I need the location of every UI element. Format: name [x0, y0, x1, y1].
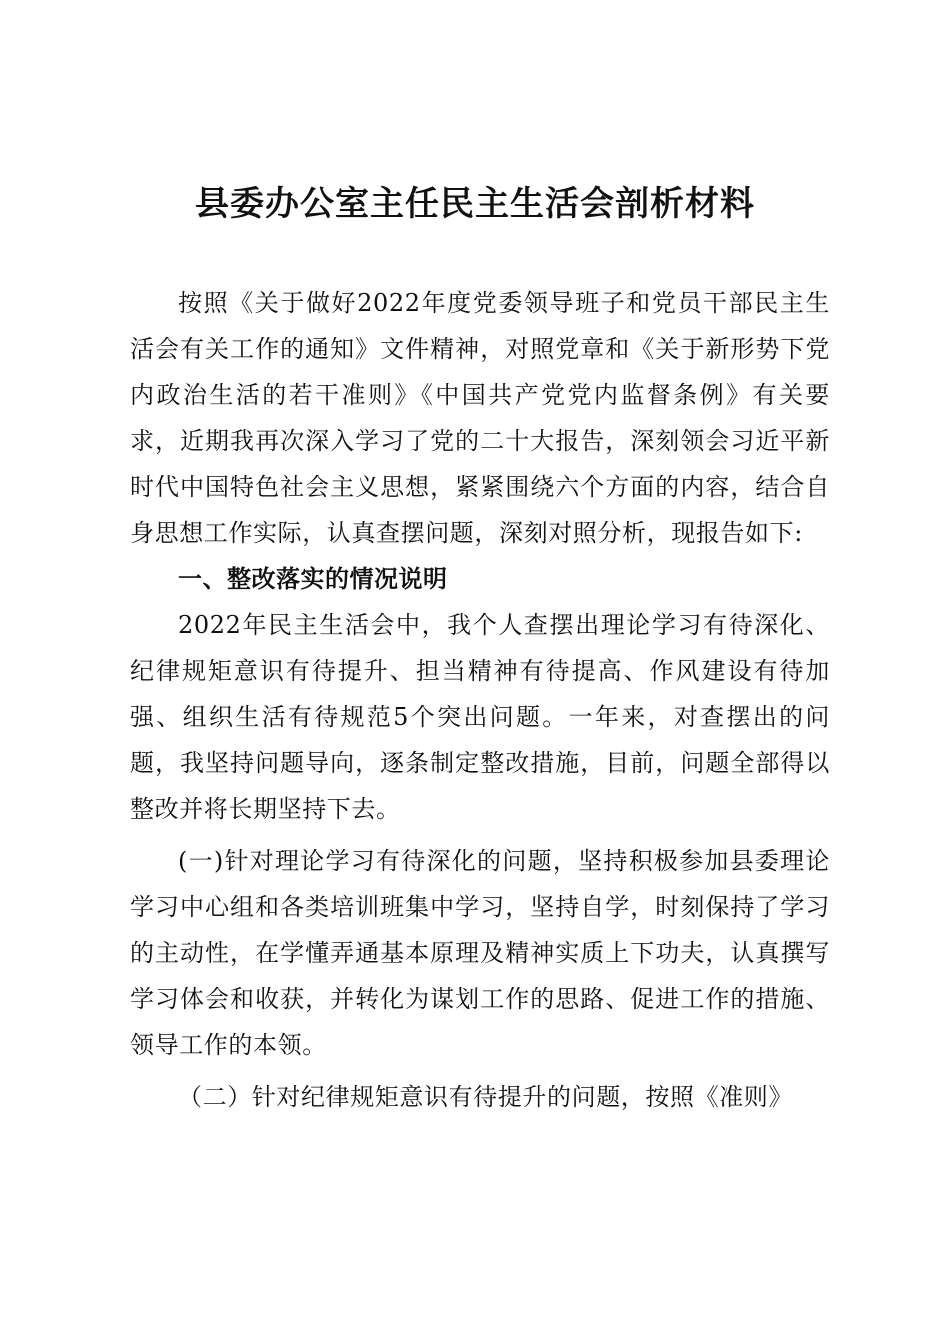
intro-paragraph: 按照《关于做好2022年度党委领导班子和党员干部民主生活会有关工作的通知》文件精神，对照党章和《关于新形势下党内政治生活的若干准则》《中国共产党党内监督条例》有关要求，近期我再次深入学习了党的二十大报告，深刻领会习近平新时代中国特色社会主义思想，紧紧围绕六个方面的内容，结合自身思想工作实际，认真查摆问题，深刻对照分析，现报告如下: [130, 289, 830, 547]
section-heading-1: 一、整改落实的情况说明 [178, 565, 448, 593]
item-paragraph-2: （二）针对纪律规矩意识有待提升的问题，按照《准则》 [178, 1083, 793, 1111]
summary-paragraph: 2022年民主生活会中，我个人查摆出理论学习有待深化、纪律规矩意识有待提升、担当精神有待提高、作风建设有待加强、组织生活有待规范5个突出问题。一年来，对查摆出的问题，我坚持问题导向，逐条制定整改措施，目前，问题全部得以整改并将长期坚持下去。 [130, 611, 830, 823]
document-title: 县委办公室主任民主生活会剖析材料 [195, 184, 755, 224]
document-body [130, 280, 830, 1120]
item-paragraph-1: (一)针对理论学习有待深化的问题，坚持积极参加县委理论学习中心组和各类培训班集中学习，坚持自学，时刻保持了学习的主动性，在学懂弄通基本原理及精神实质上下功夫，认真撰写学习体会和收获，并转化为谋划工作的思路、促进工作的措施、领导工作的本领。 [130, 847, 830, 1059]
